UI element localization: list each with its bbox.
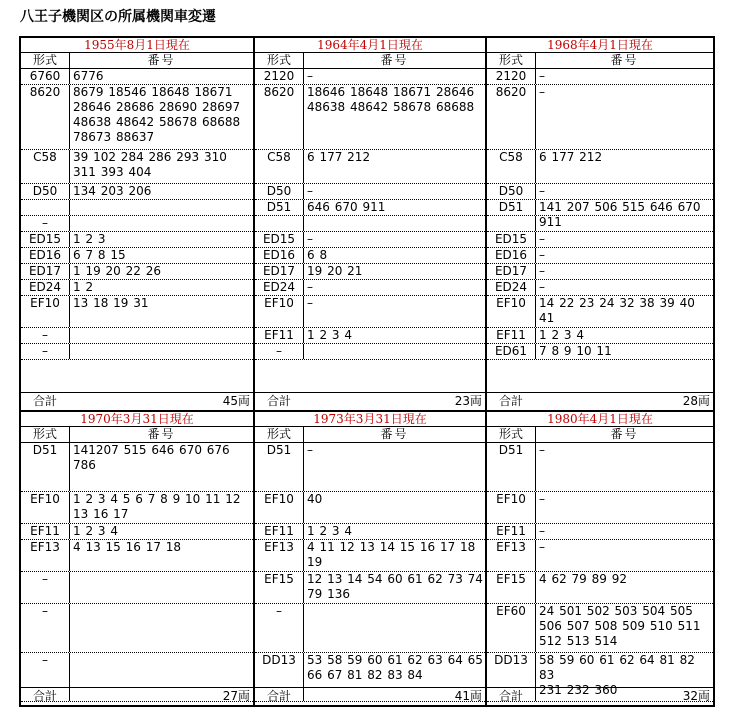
total-count: 28両: [682, 394, 710, 408]
table-row: [21, 492, 253, 524]
locomotive-numbers: 58 59 60 61 62 64 81 82 83 231 232 360: [539, 653, 695, 697]
table-row: [255, 69, 485, 85]
locomotive-numbers: 6 7 8 15: [73, 248, 126, 262]
column-header-row: [487, 427, 713, 443]
total-count: 23両: [454, 394, 482, 408]
locomotive-model: EF60: [487, 604, 536, 652]
table-row: [21, 296, 253, 328]
locomotive-model: C58: [487, 150, 536, 183]
locomotive-numbers: 1 2 3: [73, 232, 106, 246]
table-row: [255, 296, 485, 328]
locomotive-model: EF11: [487, 524, 536, 539]
locomotive-numbers: [304, 344, 485, 359]
locomotive-numbers: 39 102 284 286 293 310 311 393 404: [73, 150, 227, 179]
locomotive-model: D51: [21, 443, 70, 491]
table-row: [21, 344, 253, 360]
locomotive-model: ED24: [487, 280, 536, 295]
locomotive-roster-table: [19, 36, 715, 707]
locomotive-model: D50: [255, 184, 304, 199]
locomotive-model: D51: [487, 200, 536, 215]
locomotive-model: EF10: [255, 296, 304, 327]
locomotive-numbers: [70, 216, 253, 231]
locomotive-numbers: –: [539, 524, 545, 538]
locomotive-numbers: –: [539, 232, 545, 246]
table-row: [255, 604, 485, 653]
table-row: [487, 572, 713, 604]
total-count: 27両: [222, 689, 250, 703]
locomotive-model: C58: [21, 150, 70, 183]
locomotive-model: EF11: [255, 524, 304, 539]
locomotive-model: ED15: [487, 232, 536, 247]
table-row: [487, 524, 713, 540]
column-header-row: [255, 427, 485, 443]
table-row: [487, 328, 713, 344]
locomotive-model: ED16: [21, 248, 70, 263]
locomotive-model: EF13: [487, 540, 536, 571]
locomotive-model: 6760: [21, 69, 70, 84]
locomotive-numbers: [70, 604, 253, 652]
table-row: [21, 248, 253, 264]
locomotive-numbers: 13 18 19 31: [73, 296, 149, 310]
locomotive-numbers: –: [307, 69, 313, 83]
locomotive-model: [255, 216, 304, 231]
numbers-column-header: 番号: [147, 53, 176, 67]
table-row: [487, 540, 713, 572]
table-row: [255, 150, 485, 184]
table-row: [21, 216, 253, 232]
locomotive-numbers: –: [539, 69, 545, 83]
locomotive-model: ED24: [255, 280, 304, 295]
locomotive-model: –: [255, 344, 304, 359]
period-date: 1955年8月1日現在: [21, 38, 253, 53]
period-date: 1973年3月31日現在: [255, 412, 485, 427]
total-row: [21, 687, 253, 705]
locomotive-model: ED15: [21, 232, 70, 247]
table-row: [21, 604, 253, 653]
table-row: [255, 232, 485, 248]
total-label: 合計: [266, 689, 291, 703]
locomotive-numbers: –: [539, 492, 545, 506]
locomotive-model: EF10: [255, 492, 304, 523]
table-row: [21, 69, 253, 85]
locomotive-model: ED15: [255, 232, 304, 247]
locomotive-model: 8620: [255, 85, 304, 149]
locomotive-numbers: –: [539, 264, 545, 278]
locomotive-model: D50: [487, 184, 536, 199]
total-count: 45両: [222, 394, 250, 408]
table-row: [21, 572, 253, 604]
locomotive-numbers: 1 2 3 4: [73, 524, 118, 538]
locomotive-numbers: –: [539, 184, 545, 198]
numbers-column-header: 番号: [380, 427, 409, 441]
table-row: [255, 85, 485, 150]
locomotive-numbers: –: [307, 232, 313, 246]
numbers-column-header: 番号: [610, 427, 639, 441]
roster-block-1973: [253, 410, 485, 705]
table-row: [21, 200, 253, 216]
locomotive-numbers: 141207 515 646 670 676 786: [73, 443, 230, 472]
locomotive-numbers: [70, 328, 253, 343]
locomotive-model: DD13: [255, 653, 304, 701]
locomotive-model: D51: [487, 443, 536, 491]
total-row: [255, 687, 485, 705]
locomotive-numbers: 6 8: [307, 248, 328, 262]
locomotive-numbers: 646 670 911: [307, 200, 386, 214]
locomotive-numbers: 24 501 502 503 504 505 506 507 508 509 510 511 512 513 514: [539, 604, 701, 648]
locomotive-model: ED24: [21, 280, 70, 295]
table-row: [255, 492, 485, 524]
locomotive-numbers: –: [539, 248, 545, 262]
locomotive-numbers: [536, 216, 713, 231]
locomotive-model: EF11: [21, 524, 70, 539]
total-row: [487, 687, 713, 705]
locomotive-model: –: [255, 604, 304, 652]
total-label: 合計: [498, 394, 523, 408]
locomotive-model: –: [21, 216, 70, 231]
roster-block-1970: [21, 410, 253, 705]
table-row: [255, 280, 485, 296]
period-date: 1964年4月1日現在: [255, 38, 485, 53]
table-row: [487, 232, 713, 248]
table-row: [21, 443, 253, 492]
model-column-header: 形式: [21, 53, 70, 68]
column-header-row: [255, 53, 485, 69]
table-row: [487, 200, 713, 229]
roster-block-1955: [21, 38, 253, 410]
locomotive-model: EF10: [487, 296, 536, 327]
locomotive-numbers: –: [539, 280, 545, 294]
locomotive-model: EF10: [21, 492, 70, 523]
locomotive-numbers: –: [307, 280, 313, 294]
table-row: [487, 604, 713, 653]
total-count: 41両: [454, 689, 482, 703]
table-row: [21, 328, 253, 344]
locomotive-model: ED17: [21, 264, 70, 279]
locomotive-model: 8620: [487, 85, 536, 149]
locomotive-numbers: [304, 216, 485, 231]
table-row: [487, 85, 713, 150]
roster-block-1980: [485, 410, 713, 705]
locomotive-numbers: 7 8 9 10 11: [539, 344, 612, 358]
table-row: [487, 216, 713, 232]
locomotive-model: EF11: [255, 328, 304, 343]
locomotive-numbers: 6 177 212: [539, 150, 603, 164]
locomotive-model: DD13: [487, 653, 536, 701]
table-row: [255, 443, 485, 492]
locomotive-model: EF10: [21, 296, 70, 327]
locomotive-model: ED16: [255, 248, 304, 263]
table-row: [21, 524, 253, 540]
table-row: [487, 296, 713, 328]
locomotive-numbers: [70, 572, 253, 603]
locomotive-model: EF13: [255, 540, 304, 571]
table-row: [487, 443, 713, 492]
locomotive-numbers: 4 11 12 13 14 15 16 17 18 19: [307, 540, 476, 569]
locomotive-numbers: 1 2: [73, 280, 94, 294]
period-date: 1970年3月31日現在: [21, 412, 253, 427]
locomotive-model: –: [21, 653, 70, 701]
numbers-column-header: 番号: [610, 53, 639, 67]
locomotive-model: D51: [255, 200, 304, 215]
locomotive-model: D51: [255, 443, 304, 491]
table-row: [255, 344, 485, 360]
column-header-row: [487, 53, 713, 69]
locomotive-numbers: 1 2 3 4: [539, 328, 584, 342]
table-row: [21, 85, 253, 150]
locomotive-model: –: [21, 328, 70, 343]
column-header-row: [21, 427, 253, 443]
locomotive-numbers: 53 58 59 60 61 62 63 64 65 66 67 81 82 83 84: [307, 653, 483, 682]
model-column-header: 形式: [255, 53, 304, 68]
period-date: 1980年4月1日現在: [487, 412, 713, 427]
locomotive-numbers: [70, 344, 253, 359]
table-row: [487, 264, 713, 280]
locomotive-numbers: 18646 18648 18671 28646 48638 48642 58678 68688: [307, 85, 475, 114]
table-row: [487, 150, 713, 184]
table-row: [21, 264, 253, 280]
locomotive-numbers: 4 13 15 16 17 18: [73, 540, 182, 554]
locomotive-numbers: 6 177 212: [307, 150, 371, 164]
locomotive-numbers: 4 62 79 89 92: [539, 572, 627, 586]
total-label: 合計: [498, 689, 523, 703]
table-row: [487, 69, 713, 85]
table-row: [255, 328, 485, 344]
total-label: 合計: [32, 689, 57, 703]
total-row: [255, 392, 485, 410]
locomotive-model: 8620: [21, 85, 70, 149]
locomotive-numbers: 134 203 206: [73, 184, 152, 198]
table-row: [21, 540, 253, 572]
table-row: [255, 248, 485, 264]
table-row: [21, 232, 253, 248]
locomotive-numbers: 6776: [73, 69, 104, 83]
table-row: [255, 216, 485, 232]
total-label: 合計: [266, 394, 291, 408]
locomotive-model: EF11: [487, 328, 536, 343]
locomotive-model: [21, 200, 70, 215]
locomotive-numbers: –: [539, 443, 545, 457]
locomotive-numbers: –: [307, 443, 313, 457]
locomotive-numbers: 1 2 3 4 5 6 7 8 9 10 11 12 13 16 17: [73, 492, 241, 521]
locomotive-model: 2120: [487, 69, 536, 84]
locomotive-numbers: –: [307, 296, 313, 310]
locomotive-numbers: 1 2 3 4: [307, 524, 352, 538]
column-header-row: [21, 53, 253, 69]
locomotive-model: EF10: [487, 492, 536, 523]
locomotive-numbers: 14 22 23 24 32 38 39 40 41: [539, 296, 695, 325]
table-row: [255, 572, 485, 604]
locomotive-model: [487, 216, 536, 231]
table-row: [255, 184, 485, 200]
locomotive-numbers: 1 2 3 4: [307, 328, 352, 342]
table-row: [21, 280, 253, 296]
table-row: [21, 184, 253, 200]
table-row: [487, 280, 713, 296]
locomotive-numbers: 19 20 21: [307, 264, 363, 278]
numbers-column-header: 番号: [147, 427, 176, 441]
roster-block-1968: [485, 38, 713, 410]
table-row: [487, 184, 713, 200]
locomotive-numbers: 8679 18546 18648 18671 28646 28686 28690 28697 48638 48642 58678 68688 78673 88637: [73, 85, 241, 144]
table-row: [255, 524, 485, 540]
locomotive-model: ED16: [487, 248, 536, 263]
locomotive-model: –: [21, 604, 70, 652]
table-row: [487, 248, 713, 264]
locomotive-model: EF13: [21, 540, 70, 571]
model-column-header: 形式: [255, 427, 304, 442]
locomotive-numbers: 40: [307, 492, 323, 506]
locomotive-model: D50: [21, 184, 70, 199]
locomotive-model: ED17: [255, 264, 304, 279]
locomotive-numbers: –: [539, 85, 545, 99]
locomotive-model: C58: [255, 150, 304, 183]
locomotive-numbers: 12 13 14 54 60 61 62 73 74 79 136: [307, 572, 483, 601]
table-row: [487, 492, 713, 524]
locomotive-model: –: [21, 572, 70, 603]
locomotive-numbers: 1 19 20 22 26: [73, 264, 161, 278]
locomotive-numbers: [70, 200, 253, 215]
locomotive-numbers: –: [307, 184, 313, 198]
total-count: 32両: [682, 689, 710, 703]
table-row: [255, 264, 485, 280]
page-title: 八王子機関区の所属機関車変遷: [20, 9, 216, 25]
locomotive-model: EF15: [255, 572, 304, 603]
locomotive-numbers: 141 207 506 515 646 670 911: [539, 200, 701, 229]
numbers-column-header: 番号: [380, 53, 409, 67]
model-column-header: 形式: [487, 427, 536, 442]
period-date: 1968年4月1日現在: [487, 38, 713, 53]
locomotive-model: 2120: [255, 69, 304, 84]
locomotive-model: ED17: [487, 264, 536, 279]
total-row: [21, 392, 253, 410]
locomotive-numbers: –: [539, 540, 545, 554]
locomotive-numbers: [304, 604, 485, 652]
model-column-header: 形式: [21, 427, 70, 442]
locomotive-model: EF15: [487, 572, 536, 603]
model-column-header: 形式: [487, 53, 536, 68]
locomotive-model: ED61: [487, 344, 536, 359]
locomotive-model: –: [21, 344, 70, 359]
table-row: [21, 150, 253, 184]
table-row: [255, 200, 485, 216]
table-row: [255, 540, 485, 572]
roster-block-1964: [253, 38, 485, 410]
total-row: [487, 392, 713, 410]
total-label: 合計: [32, 394, 57, 408]
table-row: [487, 344, 713, 360]
